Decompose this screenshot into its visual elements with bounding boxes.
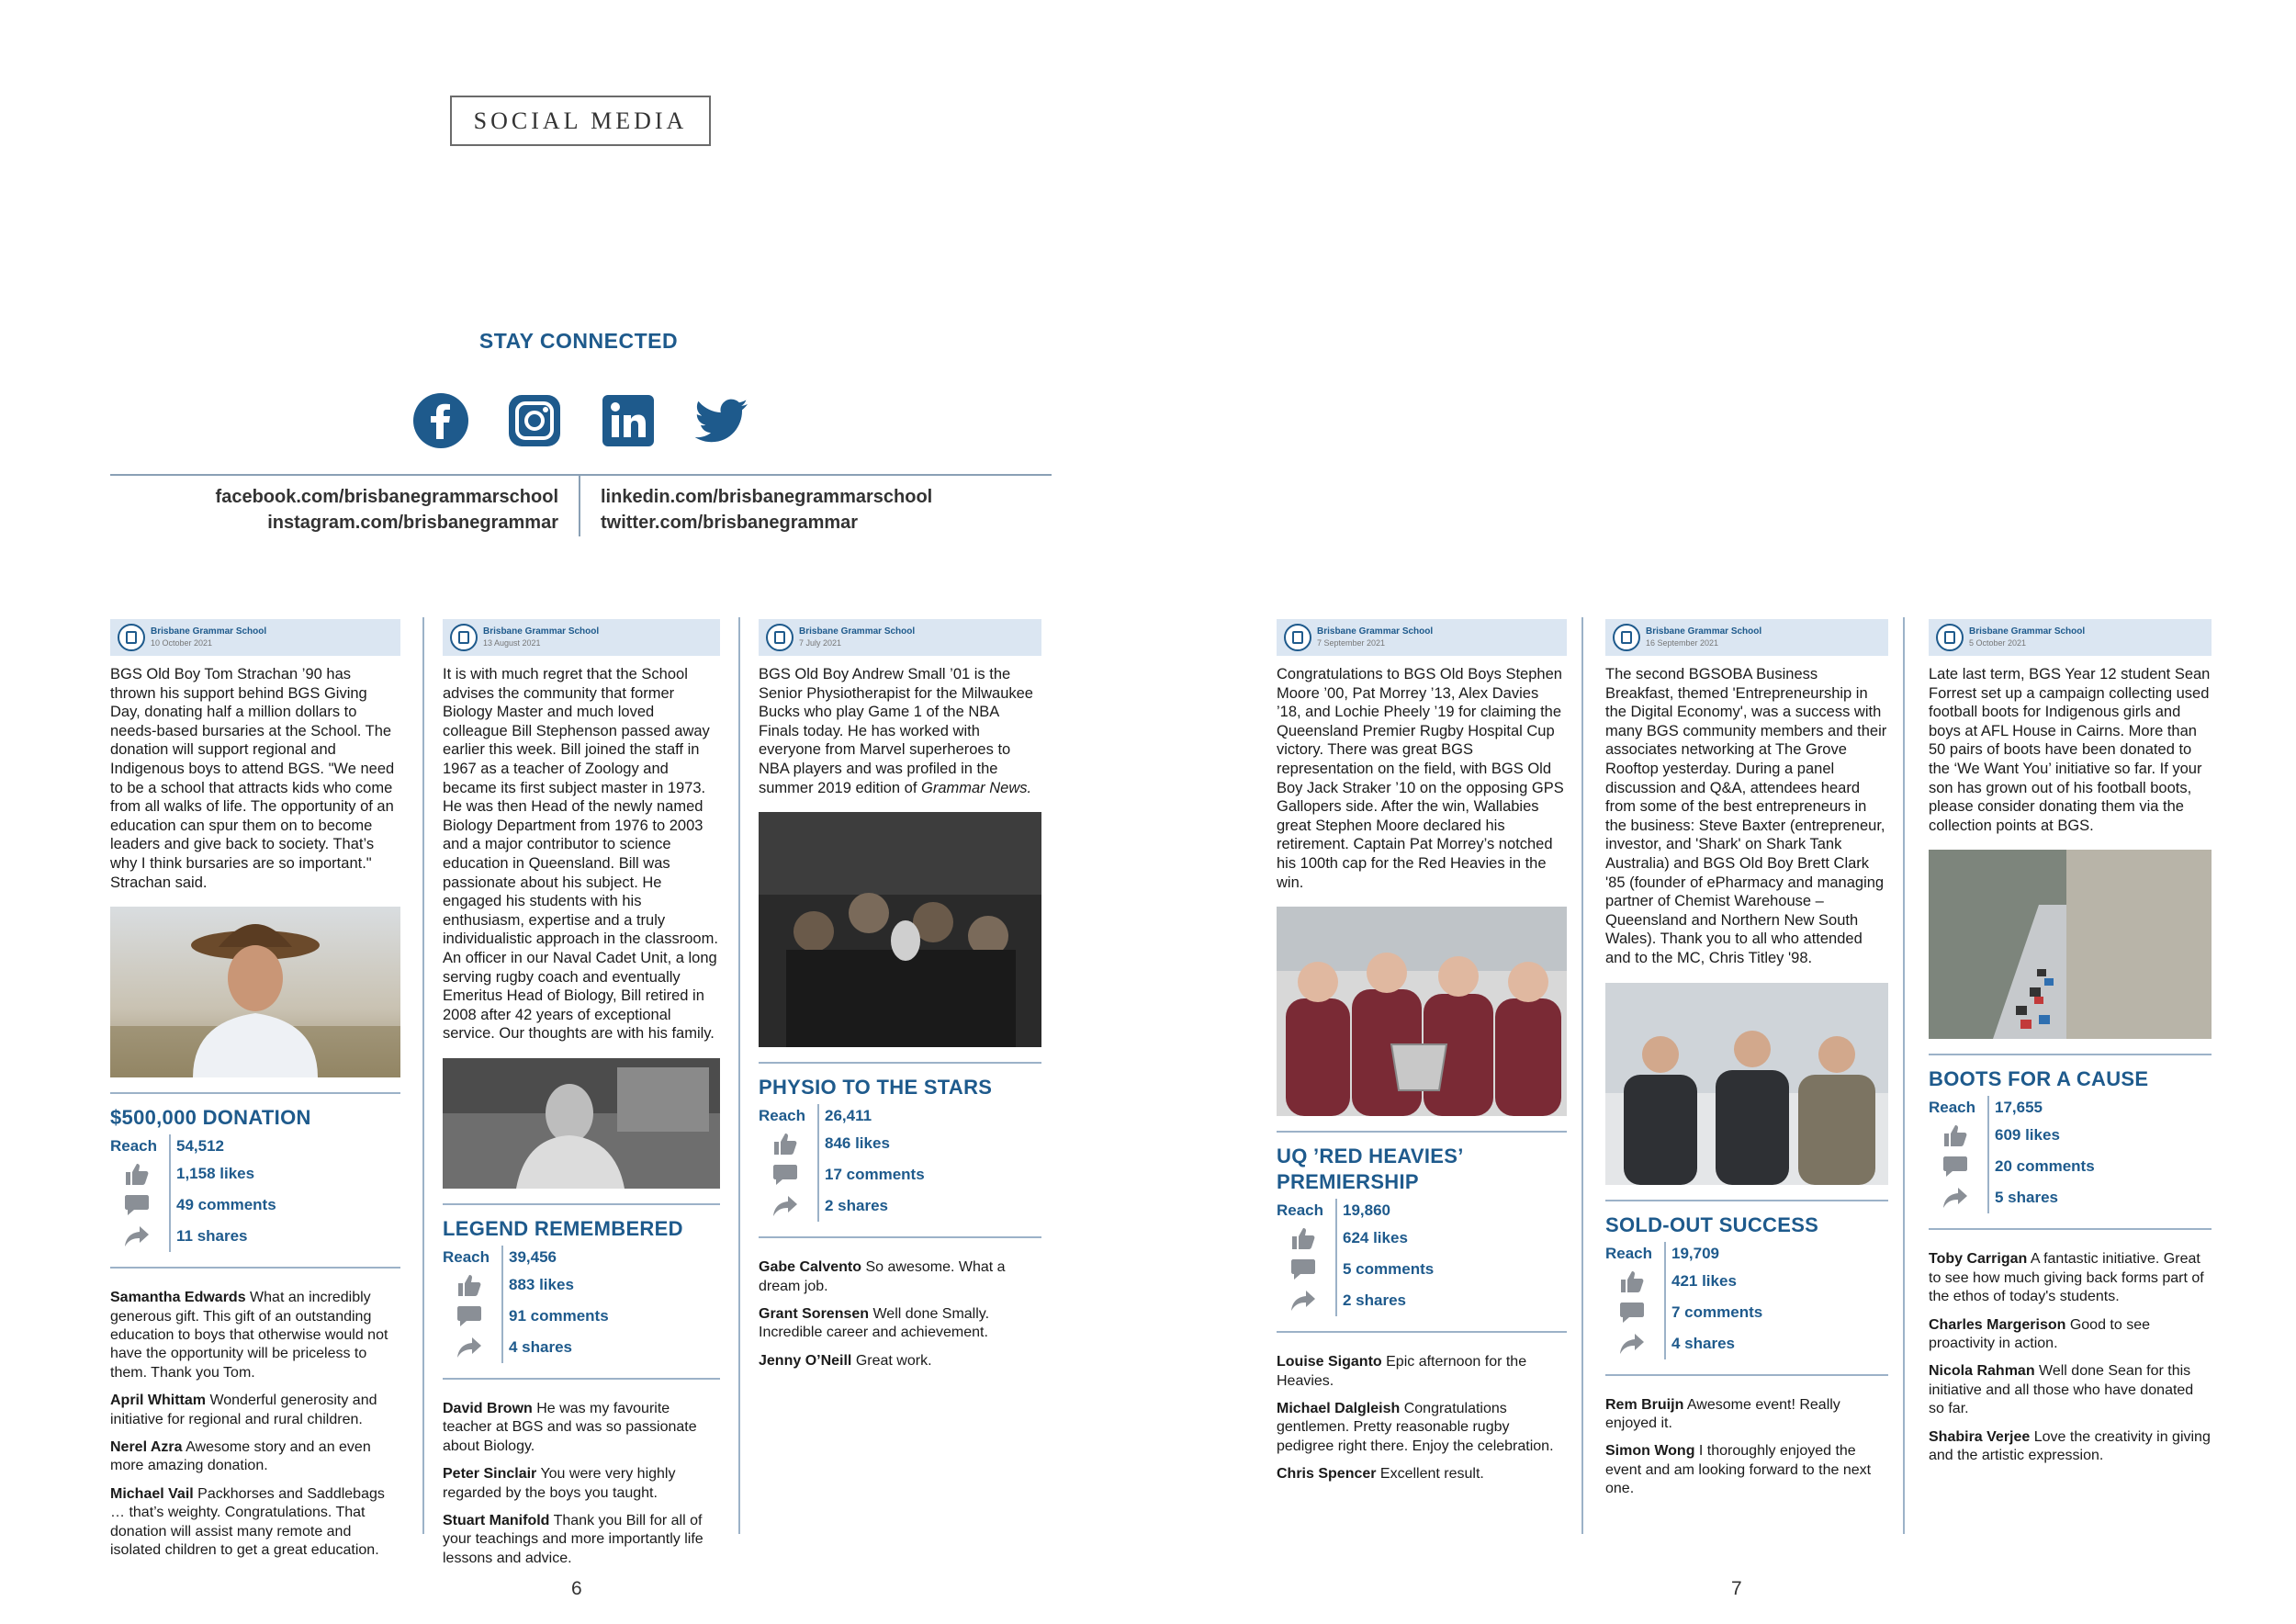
- shares-count: 5 shares: [1995, 1189, 2058, 1207]
- post-date: 10 October 2021: [151, 638, 213, 648]
- links-right: [601, 484, 1060, 536]
- section-rule: [1277, 1331, 1567, 1333]
- comment: [1605, 1442, 1888, 1498]
- post-body: Congratulations to BGS Old Boys Stephen Moore ’00, Pat Morrey ’13, Alex Davies ’18, and Lochie Pheely ’19 for claiming the Queensland Premier Rugby Hospital Cup victory. There was great BGS representation on the field, with BGS Old Boy Jack Straker ’10 on the opposing GPS Gallopers side. After the win, Wallabies great Stephen Moore declared his retirement. Captain Pat Morrey’s notched his 100th cap for the Red Heavies in the win.: [1277, 666, 1564, 891]
- links-left: [110, 484, 558, 536]
- engagement-stats: [443, 1246, 720, 1363]
- social-icons: [411, 391, 751, 450]
- section-rule: [110, 1267, 400, 1269]
- reach-label: Reach: [110, 1134, 171, 1158]
- commenter-name: Simon Wong: [1605, 1443, 1695, 1460]
- commenter-name: Michael Dalgleish: [1277, 1400, 1401, 1416]
- school-logo-icon: [1936, 624, 1964, 651]
- comment: [1277, 1353, 1567, 1391]
- comment-list: [443, 1400, 720, 1568]
- comment-text: I thoroughly enjoyed the event and am looking forward to the next one.: [1605, 1443, 1872, 1497]
- commenter-name: Nicola Rahman: [1929, 1363, 2035, 1380]
- commenter-name: Louise Siganto: [1277, 1354, 1382, 1370]
- likes-count: 1,158 likes: [176, 1165, 255, 1183]
- comment: [1929, 1250, 2212, 1306]
- share-icon: [456, 1334, 483, 1361]
- comment-text: Epic afternoon for the Heavies.: [1277, 1354, 1527, 1389]
- comment-list: [110, 1289, 400, 1560]
- reach-label: Reach: [759, 1104, 819, 1128]
- stay-connected-heading: STAY CONNECTED: [478, 329, 679, 353]
- shares-count: 2 shares: [1343, 1291, 1406, 1310]
- like-icon: [1618, 1268, 1646, 1295]
- comment-text: Congratulations gentlemen. Pretty reasonable rugby pedigree right there. Enjoy the celebration.: [1277, 1400, 1554, 1454]
- comments-count: 7 comments: [1671, 1303, 1763, 1321]
- comment-text: Thank you Bill for all of your teachings and more importantly life lessons and advice.: [443, 1512, 703, 1566]
- post-date: 16 September 2021: [1646, 638, 1719, 648]
- section-rule: [1929, 1054, 2212, 1055]
- commenter-name: Shabira Verjee: [1929, 1428, 2031, 1445]
- comment-icon: [1289, 1256, 1317, 1283]
- shares-count: 4 shares: [509, 1337, 572, 1356]
- post-header: [443, 619, 720, 656]
- post-date: 7 September 2021: [1317, 638, 1386, 648]
- twitter-link[interactable]: twitter.com/brisbanegrammar: [601, 513, 859, 533]
- comment-text: Awesome story and an even more amazing donation.: [110, 1438, 371, 1474]
- post-header: [1929, 619, 2212, 656]
- post-body: Late last term, BGS Year 12 student Sean Forrest set up a campaign collecting used football boots for Indigenous girls and boys at AFL House in Cairns. More than 50 pairs of boots have been donated to the ‘We Want You’ initiative so far. If your son has grown out of his football boots, please consider donating them via the collection points at BGS.: [1929, 666, 2211, 834]
- post-body: The second BGSOBA Business Breakfast, themed 'Entrepreneurship in the Digital Economy', was a success with many BGS community members and their associates networking at The Grove Rooftop yesterday. During a panel discussion and Q&A, attendees heard from some of the best entrepreneurs in the business: Steve Baxter (entrepreneur, investor, and 'Shark' on Shark Tank Australia) and BGS Old Boy Brett Clark '85 (founder of ePharmacy and managing partner of Chemist Warehouse – Queensland and Northern New South Wales). Thank you to all who attended and to the MC, Chris Titley '98.: [1605, 666, 1887, 966]
- post-headline: PHYSIO TO THE STARS: [759, 1076, 993, 1100]
- comment-list: [1277, 1353, 1567, 1483]
- panel-discussion-photo: [1605, 983, 1888, 1185]
- like-icon: [1289, 1224, 1317, 1252]
- comment: [759, 1352, 1041, 1370]
- post-date: 7 July 2021: [799, 638, 842, 648]
- comment: [1929, 1316, 2212, 1354]
- comment-text: You were very highly regarded by the boys you taught.: [443, 1466, 676, 1501]
- comment: [1929, 1428, 2212, 1466]
- school-logo-icon: [450, 624, 478, 651]
- share-icon: [771, 1192, 799, 1220]
- share-icon: [123, 1223, 151, 1250]
- likes-count: 883 likes: [509, 1275, 574, 1293]
- post-page-name[interactable]: Brisbane Grammar School: [799, 626, 916, 637]
- commenter-name: Peter Sinclair: [443, 1466, 537, 1483]
- comment-icon: [1618, 1299, 1646, 1326]
- comment: [1929, 1362, 2212, 1418]
- engagement-stats: [1929, 1096, 2212, 1213]
- comment-icon: [123, 1191, 151, 1219]
- facebook-icon[interactable]: [411, 391, 470, 450]
- comment-icon: [1941, 1153, 1969, 1180]
- post-date: 5 October 2021: [1969, 638, 2027, 648]
- rugby-team-photo: [1277, 907, 1567, 1116]
- reach-value: 39,456: [509, 1247, 557, 1266]
- comments-count: 17 comments: [825, 1166, 925, 1184]
- post-page-name[interactable]: Brisbane Grammar School: [1646, 626, 1762, 637]
- like-icon: [1941, 1122, 1969, 1149]
- comment: [1277, 1400, 1567, 1456]
- post-page-name[interactable]: Brisbane Grammar School: [1969, 626, 2086, 637]
- section-rule: [443, 1378, 720, 1380]
- links-rule: [110, 474, 1052, 476]
- post-headline: BOOTS FOR A CAUSE: [1929, 1067, 2149, 1091]
- comment: [1277, 1465, 1567, 1483]
- comments-count: 20 comments: [1995, 1157, 2095, 1176]
- comment-text: A fantastic initiative. Great to see how much giving back forms part of the ethos of today's students.: [1929, 1251, 2204, 1305]
- shares-count: 11 shares: [176, 1227, 248, 1246]
- post-page-name[interactable]: Brisbane Grammar School: [483, 626, 600, 637]
- post-header: [1277, 619, 1567, 656]
- column-separator: [1903, 617, 1905, 1534]
- reach-label: Reach: [1929, 1096, 1989, 1120]
- school-logo-icon: [1284, 624, 1311, 651]
- reach-label: Reach: [1605, 1242, 1666, 1266]
- linkedin-link[interactable]: linkedin.com/brisbanegrammarschool: [601, 487, 933, 507]
- section-rule: [759, 1062, 1041, 1064]
- post-page-name[interactable]: Brisbane Grammar School: [151, 626, 267, 637]
- donor-photo: [110, 907, 400, 1077]
- comment-list: [1929, 1250, 2212, 1465]
- comment-text: Wonderful generosity and initiative for regional and rural children.: [110, 1393, 377, 1427]
- instagram-icon[interactable]: [505, 391, 564, 450]
- comment: [110, 1438, 400, 1476]
- school-logo-icon: [766, 624, 793, 651]
- comment-text: Excellent result.: [1376, 1466, 1484, 1483]
- commenter-name: Michael Vail: [110, 1485, 194, 1502]
- post-headline: $500,000 DONATION: [110, 1106, 311, 1130]
- post-date: 13 August 2021: [483, 638, 541, 648]
- commenter-name: Rem Bruijn: [1605, 1396, 1684, 1413]
- column-separator: [738, 617, 740, 1534]
- like-icon: [771, 1130, 799, 1157]
- section-rule: [1929, 1228, 2212, 1230]
- commenter-name: Gabe Calvento: [759, 1259, 862, 1276]
- reach-value: 17,655: [1995, 1099, 2043, 1117]
- archive-photo: [443, 1058, 720, 1189]
- shares-count: 4 shares: [1671, 1334, 1735, 1352]
- comment-text: Well done Sean for this initiative and all those who have donated so far.: [1929, 1363, 2194, 1417]
- section-rule: [110, 1092, 400, 1094]
- like-icon: [123, 1160, 151, 1188]
- engagement-stats: [1605, 1242, 1888, 1359]
- social-post: [1277, 619, 1567, 1494]
- comment-text: What an incredibly generous gift. This gift of an outstanding education to boys that otherwise would not have the opportunity will be priceless to them. Thank you Tom.: [110, 1290, 388, 1381]
- twitter-icon[interactable]: [692, 391, 751, 450]
- commenter-name: Toby Carrigan: [1929, 1251, 2028, 1268]
- instagram-link[interactable]: instagram.com/brisbanegrammar: [267, 513, 558, 533]
- post-headline: LEGEND REMEMBERED: [443, 1216, 683, 1240]
- comment: [1605, 1396, 1888, 1434]
- comment: [443, 1400, 720, 1456]
- comment-text: Well done Smally. Incredible career and achievement.: [759, 1305, 990, 1341]
- engagement-stats: [110, 1134, 400, 1252]
- share-icon: [1289, 1287, 1317, 1314]
- post-body: BGS Old Boy Tom Strachan ’90 has thrown his support behind BGS Giving Day, donating half a million dollars to needs-based bursaries at the School. The donation will support regional and Indigenous boys to attend BGS. "We need to be a school that attracts kids who come from all walks of life. The opportunity of an education can spur them on to become leaders and give back to society. That’s why I think bursaries are so important." Strachan said.: [110, 666, 395, 891]
- social-post: [759, 619, 1041, 1380]
- post-header: [110, 619, 400, 656]
- commenter-name: Nerel Azra: [110, 1438, 183, 1455]
- post-headline: SOLD-OUT SUCCESS: [1605, 1212, 1819, 1236]
- post-header: [1605, 619, 1888, 656]
- comment: [443, 1465, 720, 1503]
- comment-list: [759, 1258, 1041, 1370]
- post-body: It is with much regret that the School advises the community that former Biology Master and much loved colleague Bill Stephenson passed away earlier this week. Bill joined the staff in 1967 as a teacher of Zoology and became its first subject master in 1973. He was then Head of the newly named Biology Department from 1976 to 2003 and a major contributor to science education in Queensland. Bill was passionate about his subject. He engaged his students with his enthusiasm, expertise and a truly individualistic approach in the classroom. An officer in our Naval Cadet Unit, a long serving rugby coach and eventually Emeritus Head of Biology, Bill retired in 2008 after 42 years of exceptional service. Our thoughts are with his family.: [443, 666, 718, 1043]
- page-number-left: 6: [571, 1578, 582, 1599]
- engagement-stats: [1277, 1199, 1567, 1316]
- comment-text: Love the creativity in giving and the artistic expression.: [1929, 1428, 2211, 1463]
- share-icon: [1941, 1184, 1969, 1212]
- reach-label: Reach: [443, 1246, 503, 1269]
- commenter-name: Charles Margerison: [1929, 1316, 2066, 1333]
- comment-text: Good to see proactivity in action.: [1929, 1316, 2151, 1351]
- comment: [443, 1512, 720, 1568]
- post-header: [759, 619, 1041, 656]
- social-post: [1605, 619, 1888, 1508]
- comment: [110, 1392, 400, 1429]
- social-post: [110, 619, 400, 1569]
- comment-list: [1605, 1396, 1888, 1499]
- social-post: [443, 619, 720, 1577]
- page-number-right: 7: [1731, 1578, 1742, 1599]
- column-separator: [1581, 617, 1583, 1534]
- comment-text: So awesome. What a dream job.: [759, 1259, 1006, 1294]
- share-icon: [1618, 1330, 1646, 1358]
- section-rule: [1605, 1374, 1888, 1376]
- comment: [759, 1305, 1041, 1343]
- comment-text: Awesome event! Really enjoyed it.: [1605, 1396, 1840, 1431]
- comment-text: He was my favourite teacher at BGS and was so passionate about Biology.: [443, 1400, 697, 1454]
- section-rule: [443, 1203, 720, 1205]
- post-body-text: BGS Old Boy Andrew Small ’01 is the Senior Physiotherapist for the Milwaukee Bucks who play Game 1 of the NBA Finals today. He has worked with everyone from Marvel superheroes to NBA players and was profiled in the summer 2019 edition of: [759, 666, 1033, 796]
- publication-title: Grammar News.: [921, 779, 1032, 796]
- commenter-name: Stuart Manifold: [443, 1512, 550, 1528]
- comment-icon: [456, 1303, 483, 1330]
- links-divider: [579, 476, 580, 536]
- section-rule: [1277, 1131, 1567, 1133]
- linkedin-icon[interactable]: [599, 391, 658, 450]
- reach-value: 19,709: [1671, 1244, 1719, 1262]
- commenter-name: Jenny O’Neill: [759, 1352, 852, 1369]
- comment-text: Packhorses and Saddlebags … that’s weighty. Congratulations. That donation will assist many remote and isolated children to get a great education.: [110, 1485, 385, 1558]
- likes-count: 609 likes: [1995, 1126, 2060, 1145]
- commenter-name: David Brown: [443, 1400, 533, 1416]
- comment: [759, 1258, 1041, 1296]
- comment: [110, 1289, 400, 1382]
- likes-count: 421 likes: [1671, 1271, 1737, 1290]
- reach-value: 26,411: [825, 1107, 872, 1125]
- section-title: SOCIAL MEDIA: [450, 96, 711, 146]
- column-separator: [422, 617, 424, 1534]
- comment: [110, 1485, 400, 1561]
- post-page-name[interactable]: Brisbane Grammar School: [1317, 626, 1434, 637]
- football-boots-photo: [1929, 850, 2212, 1039]
- likes-count: 624 likes: [1343, 1229, 1408, 1247]
- comments-count: 5 comments: [1343, 1260, 1435, 1279]
- likes-count: 846 likes: [825, 1134, 890, 1153]
- commenter-name: Chris Spencer: [1277, 1466, 1377, 1483]
- like-icon: [456, 1271, 483, 1299]
- engagement-stats: [759, 1104, 1041, 1222]
- facebook-link[interactable]: facebook.com/brisbanegrammarschool: [215, 487, 558, 507]
- nba-finals-photo: [759, 812, 1041, 1047]
- comment-text: Great work.: [851, 1352, 932, 1369]
- shares-count: 2 shares: [825, 1197, 888, 1215]
- reach-value: 19,860: [1343, 1201, 1390, 1220]
- reach-value: 54,512: [176, 1137, 224, 1156]
- comments-count: 49 comments: [176, 1196, 276, 1214]
- social-post: [1929, 619, 2212, 1474]
- commenter-name: Grant Sorensen: [759, 1305, 870, 1322]
- comments-count: 91 comments: [509, 1306, 609, 1325]
- post-headline: UQ ’RED HEAVIES’ PREMIERSHIP: [1277, 1145, 1463, 1194]
- commenter-name: Samantha Edwards: [110, 1290, 246, 1306]
- school-logo-icon: [1613, 624, 1640, 651]
- section-rule: [759, 1236, 1041, 1238]
- reach-label: Reach: [1277, 1199, 1337, 1223]
- post-body: [759, 665, 1041, 797]
- section-rule: [1605, 1200, 1888, 1201]
- comment-icon: [771, 1161, 799, 1189]
- commenter-name: April Whittam: [110, 1393, 206, 1409]
- school-logo-icon: [118, 624, 145, 651]
